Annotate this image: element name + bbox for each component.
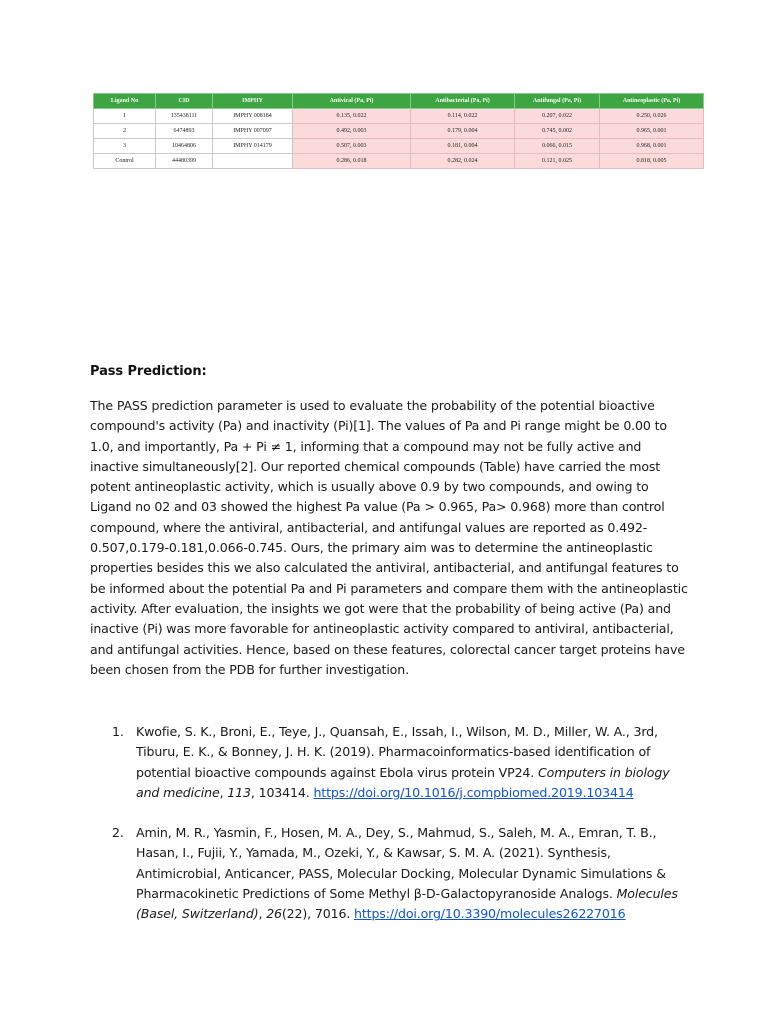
table-header-row xyxy=(94,94,704,109)
table-cell: IMPHY 014179 xyxy=(213,139,293,154)
reference-volume: 113 xyxy=(227,784,251,800)
table-cell: 0.181, 0.004 xyxy=(411,139,515,154)
table-cell xyxy=(213,154,293,169)
header-antiviral: Antiviral (Pa, Pi) xyxy=(293,94,411,109)
pass-prediction-table xyxy=(93,93,704,169)
table-cell: 6474893 xyxy=(156,124,213,139)
reference-number: 1. xyxy=(112,724,124,739)
table-cell: IMPHY 008184 xyxy=(213,109,293,124)
reference-journal: Computers in biology and medicine xyxy=(136,764,670,800)
table-cell: Control xyxy=(94,154,156,169)
table-cell: 0.745, 0.002 xyxy=(515,124,600,139)
reference-separator: , xyxy=(258,906,267,922)
table-cell: 135438111 xyxy=(156,109,213,124)
table-cell: 0.135, 0.022 xyxy=(293,109,411,124)
header-antineoplastic: Antineoplastic (Pa, Pi) xyxy=(600,94,704,109)
reference-text: Kwofie, S. K., Broni, E., Teye, J., Quansah, E., Issah, I., Wilson, M. D., Miller, W. A., 3rd, Tiburu, E. K., & Bonney, J. H. K. (2019). Pharmacoinformatics-based identification of potential bioactive compounds against Ebola virus protein VP24. xyxy=(136,724,658,780)
table-row xyxy=(94,139,704,154)
table-cell: 3 xyxy=(94,139,156,154)
table-cell: 0.066, 0.015 xyxy=(515,139,600,154)
table-cell: IMPHY 007097 xyxy=(213,124,293,139)
reference-separator: , xyxy=(219,784,228,800)
section-heading: Pass Prediction: xyxy=(90,364,207,379)
table-cell: 0.179, 0.004 xyxy=(411,124,515,139)
table-cell: 2 xyxy=(94,124,156,139)
header-antifungal: Antifungal (Pa, Pi) xyxy=(515,94,600,109)
table-row xyxy=(94,109,704,124)
table-cell: 0.286, 0.018 xyxy=(293,154,411,169)
table-cell: 1 xyxy=(94,109,156,124)
reference-doi-link[interactable]: https://doi.org/10.1016/j.compbiomed.2019.103414 xyxy=(313,784,634,800)
reference-pages: (22), 7016. xyxy=(281,906,355,922)
table-cell: 0.207, 0.022 xyxy=(515,109,600,124)
table-cell: 0.492, 0.003 xyxy=(293,124,411,139)
table-cell: 0.507, 0.003 xyxy=(293,139,411,154)
table-cell: 0.250, 0.026 xyxy=(600,109,704,124)
table-cell: 0.282, 0.024 xyxy=(411,154,515,169)
reference-item xyxy=(90,722,690,803)
table-cell: 0.818, 0.005 xyxy=(600,154,704,169)
reference-text: Amin, M. R., Yasmin, F., Hosen, M. A., Dey, S., Mahmud, S., Saleh, M. A., Emran, T. B., Hasan, I., Fujii, Y., Yamada, M., Ozeki, Y., & Kawsar, S. M. A. (2021). Synthesis, Antimicrobial, Anticancer, PASS, Molecular Docking, Molecular Dynamic Simulations & Pharmacokinetic Predictions of Some Methyl β-D-Galactopyranoside Analogs. xyxy=(136,825,666,902)
reference-pages: , 103414. xyxy=(250,784,314,800)
table-cell: 0.965, 0.001 xyxy=(600,124,704,139)
header-cid: CID xyxy=(156,94,213,109)
table-cell: 0.968, 0.001 xyxy=(600,139,704,154)
reference-journal: Molecules (Basel, Switzerland) xyxy=(136,886,678,922)
table-row xyxy=(94,124,704,139)
table-cell: 0.121, 0.025 xyxy=(515,154,600,169)
reference-item xyxy=(90,823,690,924)
reference-doi-link[interactable]: https://doi.org/10.3390/molecules26227016 xyxy=(354,906,626,922)
reference-list xyxy=(90,722,690,945)
header-antibacterial: Antibacterial (Pa, Pi) xyxy=(411,94,515,109)
body-paragraph: The PASS prediction parameter is used to evaluate the probability of the potential bioactive compound's activity (Pa) and inactivity (Pi)[1]. The values of Pa and Pi range might be 0.00 to 1.0, and importantly, Pa + Pi ≠ 1, informing that a compound may not be fully active and inactive simultaneously[2]. Our reported chemical compounds (Table) have carried the most potent antineoplastic activity, which is usually above 0.9 by two compounds, and owing to Ligand no 02 and 03 showed the highest Pa value (Pa > 0.965, Pa> 0.968) more than control compound, where the antiviral, antibacterial, and antifungal values are reported as 0.492-0.507,0.179-0.181,0.066-0.745. Ours, the primary aim was to determine the antineoplastic properties besides this we also calculated the antiviral, antibacterial, and antifungal features to be informed about the potential Pa and Pi parameters and compare them with the antineoplastic activity. After evaluation, the insights we got were that the probability of being active (Pa) and inactive (Pi) was more favorable for antineoplastic activity compared to antiviral, antibacterial, and antifungal activities. Hence, based on these features, colorectal cancer target proteins have been chosen from the PDB for further investigation. xyxy=(90,398,688,677)
table-row xyxy=(94,154,704,169)
reference-volume: 26 xyxy=(266,906,282,922)
table-cell: 10464806 xyxy=(156,139,213,154)
reference-number: 2. xyxy=(112,825,124,841)
header-imphy: IMPHY xyxy=(213,94,293,109)
header-ligand-no: Ligand No xyxy=(94,94,156,109)
table-cell: 44480399 xyxy=(156,154,213,169)
table-cell: 0.114, 0.022 xyxy=(411,109,515,124)
